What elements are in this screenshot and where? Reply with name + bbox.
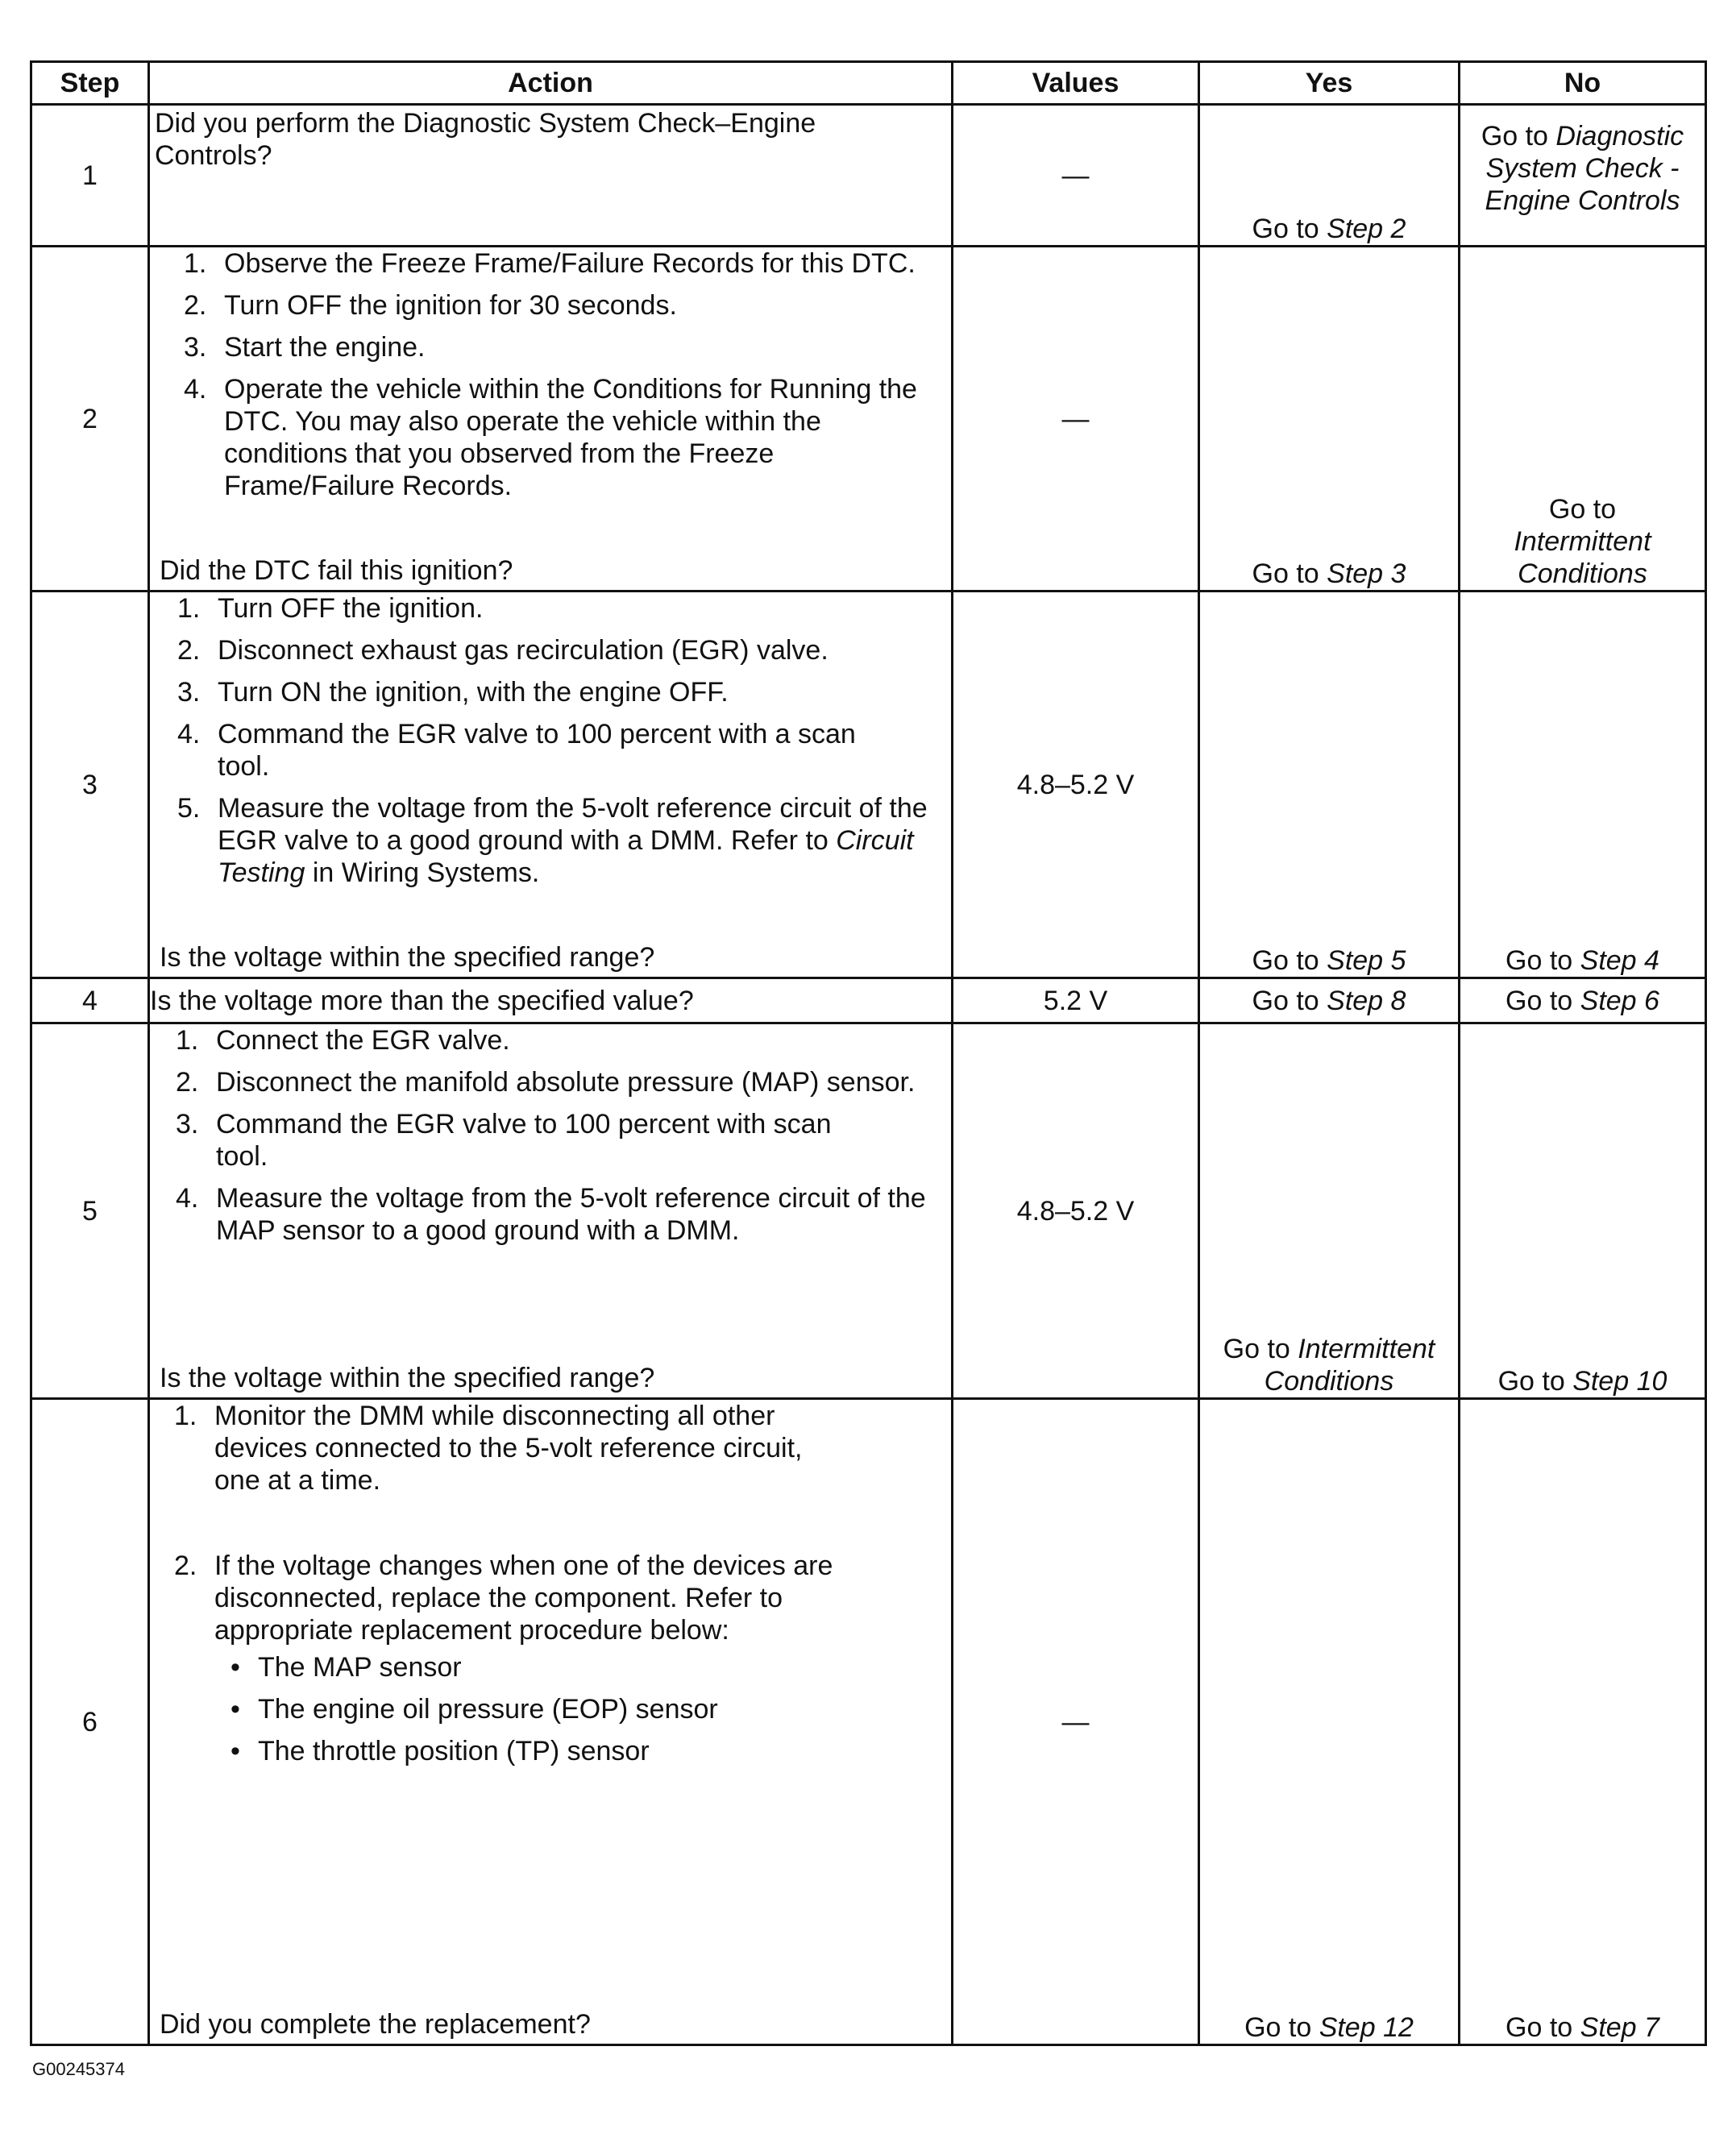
list-item: 4. Command the EGR valve to 100 percent with a scan tool. bbox=[177, 719, 856, 782]
list-item: 3. Command the EGR valve to 100 percent with scan tool. bbox=[176, 1109, 832, 1172]
no-cell[interactable] bbox=[1460, 592, 1706, 978]
table-row-step-6 bbox=[31, 1399, 1706, 2045]
action-question: Is the voltage within the specified range? bbox=[160, 1363, 655, 1393]
action-question: Did you complete the replacement? bbox=[160, 2009, 591, 2040]
goto-prefix: Go to bbox=[1252, 558, 1327, 589]
header-no: No bbox=[1460, 62, 1706, 105]
goto-link[interactable]: Diagnostic System Check - Engine Controls bbox=[1485, 121, 1684, 216]
yes-cell[interactable] bbox=[1199, 978, 1460, 1023]
list-item: 3. Turn ON the ignition, with the engine OFF. bbox=[177, 677, 729, 708]
values-cell: 4.8–5.2 V bbox=[953, 1023, 1199, 1399]
list-item: 2. Turn OFF the ignition for 30 seconds. bbox=[184, 290, 677, 321]
no-cell[interactable] bbox=[1460, 247, 1706, 592]
step-number: 4 bbox=[31, 978, 149, 1023]
header-values: Values bbox=[953, 62, 1199, 105]
values-cell: — bbox=[953, 1399, 1199, 2045]
action-question: Did you perform the Diagnostic System Check–Engine Controls? bbox=[155, 108, 816, 171]
yes-cell[interactable] bbox=[1199, 247, 1460, 592]
diagnostic-table bbox=[30, 60, 1707, 2046]
list-item: 1. Connect the EGR valve. bbox=[176, 1025, 510, 1056]
goto-link[interactable]: Step 12 bbox=[1319, 2012, 1414, 2043]
action-steps bbox=[150, 247, 951, 502]
action-question: Did the DTC fail this ignition? bbox=[160, 555, 513, 586]
header-row bbox=[31, 62, 1706, 105]
goto-prefix: Go to bbox=[1497, 1366, 1573, 1397]
table-row-step-1 bbox=[31, 105, 1706, 247]
yes-cell[interactable] bbox=[1199, 1399, 1460, 2045]
values-cell: — bbox=[953, 247, 1199, 592]
header-yes: Yes bbox=[1199, 62, 1460, 105]
bullet-item: • The throttle position (TP) sensor bbox=[230, 1736, 650, 1766]
action-steps bbox=[150, 592, 951, 889]
header-step: Step bbox=[31, 62, 149, 105]
list-item: 2. Disconnect the manifold absolute pressure (MAP) sensor. bbox=[176, 1067, 916, 1098]
goto-link[interactable]: Step 5 bbox=[1327, 945, 1406, 976]
table-row-step-2 bbox=[31, 247, 1706, 592]
goto-link[interactable]: Step 10 bbox=[1572, 1366, 1667, 1397]
goto-link[interactable]: Intermittent Conditions bbox=[1514, 526, 1651, 589]
goto-prefix: Go to bbox=[1252, 945, 1327, 976]
list-item: 2. If the voltage changes when one of the devices are disconnected, replace the component. Refer to appropriate replacement procedure below: • The MAP sensor • The engine oil pressure (EOP) sensor • The throttle position (TP) sensor bbox=[174, 1550, 951, 1767]
bullet-item: • The MAP sensor bbox=[230, 1652, 462, 1683]
circuit-testing-link[interactable]: Circuit Testing bbox=[218, 825, 914, 888]
action-cell bbox=[149, 105, 953, 247]
list-item: 1. Monitor the DMM while disconnecting all other devices connected to the 5-volt reference circuit, one at a time. bbox=[174, 1401, 803, 1496]
goto-link[interactable]: Step 6 bbox=[1580, 985, 1659, 1016]
action-question: Is the voltage within the specified range? bbox=[160, 942, 655, 973]
yes-cell[interactable] bbox=[1199, 592, 1460, 978]
step-number: 6 bbox=[31, 1399, 149, 2045]
list-item: 3. Start the engine. bbox=[184, 332, 426, 363]
goto-link[interactable]: Step 3 bbox=[1327, 558, 1406, 589]
action-cell bbox=[149, 247, 953, 592]
list-item: 5. Measure the voltage from the 5-volt reference circuit of the EGR valve to a good ground with a DMM. Refer to Circuit Testing in Wiring Systems. bbox=[177, 793, 928, 888]
table-row-step-4 bbox=[31, 978, 1706, 1023]
bullet-item: • The engine oil pressure (EOP) sensor bbox=[230, 1694, 718, 1725]
action-steps bbox=[150, 1024, 951, 1247]
list-item: 1. Turn OFF the ignition. bbox=[177, 593, 484, 624]
bullet-list bbox=[214, 1651, 927, 1767]
goto-link[interactable]: Step 4 bbox=[1580, 945, 1659, 976]
action-cell bbox=[149, 978, 953, 1023]
action-cell bbox=[149, 1023, 953, 1399]
goto-link[interactable]: Step 8 bbox=[1327, 985, 1406, 1016]
goto-prefix: Go to bbox=[1223, 1334, 1298, 1364]
goto-link[interactable]: Step 7 bbox=[1580, 2012, 1659, 2043]
figure-code: G00245374 bbox=[32, 2059, 125, 2079]
action-cell bbox=[149, 1399, 953, 2045]
values-cell: 5.2 V bbox=[953, 978, 1199, 1023]
action-question: Is the voltage more than the specified value? bbox=[150, 985, 694, 1016]
values-cell: — bbox=[953, 105, 1199, 247]
no-cell[interactable] bbox=[1460, 1399, 1706, 2045]
list-item: 4. Operate the vehicle within the Conditions for Running the DTC. You may also operate the vehicle within the conditions that you observed from the Freeze Frame/Failure Records. bbox=[184, 374, 917, 501]
values-cell: 4.8–5.2 V bbox=[953, 592, 1199, 978]
goto-prefix: Go to bbox=[1252, 214, 1327, 244]
goto-prefix: Go to bbox=[1244, 2012, 1319, 2043]
no-cell[interactable] bbox=[1460, 1023, 1706, 1399]
spacer bbox=[174, 1506, 951, 1540]
no-cell[interactable] bbox=[1460, 105, 1706, 247]
goto-prefix: Go to bbox=[1548, 494, 1617, 525]
list-item: 4. Measure the voltage from the 5-volt reference circuit of the MAP sensor to a good ground with a DMM. bbox=[176, 1183, 926, 1246]
step-number: 5 bbox=[31, 1023, 149, 1399]
list-item: 2. Disconnect exhaust gas recirculation (EGR) valve. bbox=[177, 635, 829, 666]
goto-link[interactable]: Intermittent Conditions bbox=[1264, 1334, 1435, 1397]
table-row-step-3 bbox=[31, 592, 1706, 978]
header-action: Action bbox=[149, 62, 953, 105]
no-cell[interactable] bbox=[1460, 978, 1706, 1023]
goto-prefix: Go to bbox=[1506, 945, 1580, 976]
action-cell bbox=[149, 592, 953, 978]
goto-link[interactable]: Step 2 bbox=[1327, 214, 1406, 244]
step-number: 2 bbox=[31, 247, 149, 592]
list-item: 1. Observe the Freeze Frame/Failure Records for this DTC. bbox=[184, 248, 916, 279]
step-number: 3 bbox=[31, 592, 149, 978]
table-row-step-5 bbox=[31, 1023, 1706, 1399]
yes-cell[interactable] bbox=[1199, 105, 1460, 247]
yes-cell[interactable] bbox=[1199, 1023, 1460, 1399]
step-number: 1 bbox=[31, 105, 149, 247]
goto-prefix: Go to bbox=[1506, 2012, 1580, 2043]
goto-prefix: Go to bbox=[1481, 121, 1556, 152]
goto-prefix: Go to bbox=[1252, 985, 1327, 1016]
action-steps bbox=[150, 1400, 951, 1767]
goto-prefix: Go to bbox=[1506, 985, 1580, 1016]
